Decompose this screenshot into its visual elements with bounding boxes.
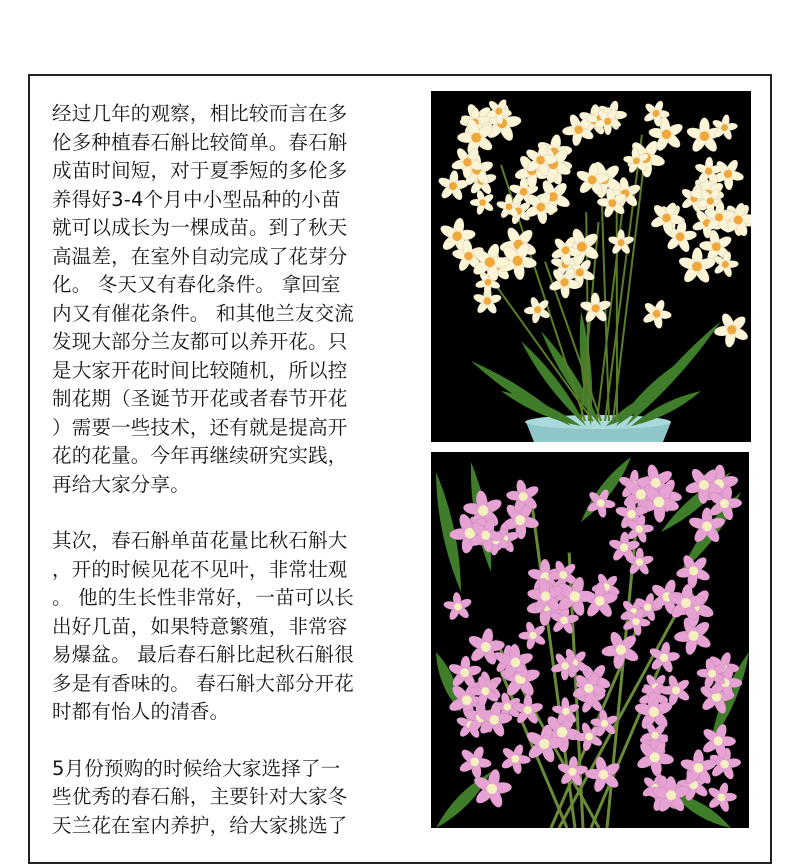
paragraph-3: 5月份预购的时候给大家选择了一 些优秀的春石斛，主要针对大家冬 天兰花在室内养护，给大家挑选了 [52,755,412,841]
yellow-orchid-image [431,91,751,442]
paragraph-1: 经过几年的观察，相比较而言在多 伦多种植春石斛比较简单。春石斛 成苗时间短，对于夏季短的多伦多 养得好3-4个月中小型品种的小苗 就可以成长为一棵成苗。到了秋天 高温差，在室外自动完成了花芽分 化。 冬天又有春化条件。 拿回室 内又有催花条件。 和其他兰友交流 发现大部分兰友都可以养开花。只 是大家开花时间比较随机，所以控 制花期（圣诞节开花或者春节开花 ）需要一些技术，还有就是提高开 花的花量。今年再继续研究实践， 再给大家分享。 [52,100,412,499]
paragraph-2: 其次，春石斛单苗花量比秋石斛大 ，开的时候见花不见叶，非常壮观 。 他的生长性非常好，一苗可以长 出好几苗，如果特意繁殖，非常容 易爆盆。 最后春石斛比起秋石斛很 多是有香味的。 春石斛大部分开花 时都有怡人的清香。 [52,527,412,727]
article-text [52,100,412,840]
pink-orchid-photo [431,452,749,828]
pink-orchid-image [431,452,749,828]
yellow-orchid-photo [431,91,751,442]
